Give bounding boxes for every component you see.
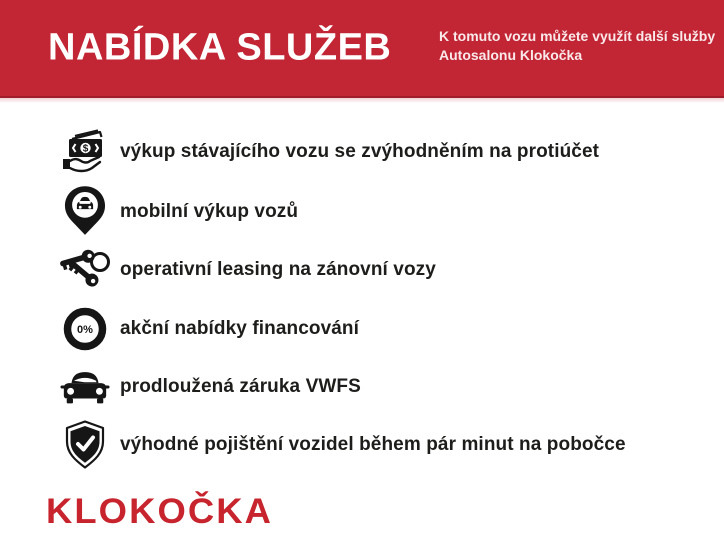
car-keys-icon <box>58 244 112 296</box>
zero-percent-icon <box>58 303 112 355</box>
header-banner <box>0 0 724 98</box>
car-icon <box>58 361 112 413</box>
svg-text:$: $ <box>82 143 89 155</box>
service-row-trade-in <box>58 126 599 178</box>
service-label: výkup stávajícího vozu se zvýhodněním na protiúčet <box>120 141 600 162</box>
page-title: NABÍDKA SLUŽEB <box>48 26 392 69</box>
service-label: mobilní výkup vozů <box>120 201 299 222</box>
zero-percent-label: 0% <box>77 324 93 336</box>
header-subtitle-line2: Autosalonu Klokočka <box>439 47 583 63</box>
shield-check-icon <box>58 419 112 471</box>
header-subtitle <box>439 27 715 65</box>
service-label: akční nabídky financování <box>120 318 360 339</box>
service-row-insurance <box>58 419 626 471</box>
klokocka-logo: KLOKOČKA <box>46 492 273 531</box>
service-row-warranty <box>58 361 361 413</box>
service-label: výhodné pojištění vozidel během pár minut na pobočce <box>120 434 626 455</box>
service-row-leasing <box>58 244 436 296</box>
cash-in-hand-icon <box>58 126 112 178</box>
service-label: prodloužená záruka VWFS <box>120 376 361 397</box>
service-label: operativní leasing na zánovní vozy <box>120 259 436 280</box>
service-row-mobile-buyout <box>58 186 298 238</box>
header-subtitle-line1: K tomuto vozu můžete využít další služby <box>439 28 716 44</box>
car-location-pin-icon <box>58 186 112 238</box>
service-row-financing <box>58 303 359 355</box>
